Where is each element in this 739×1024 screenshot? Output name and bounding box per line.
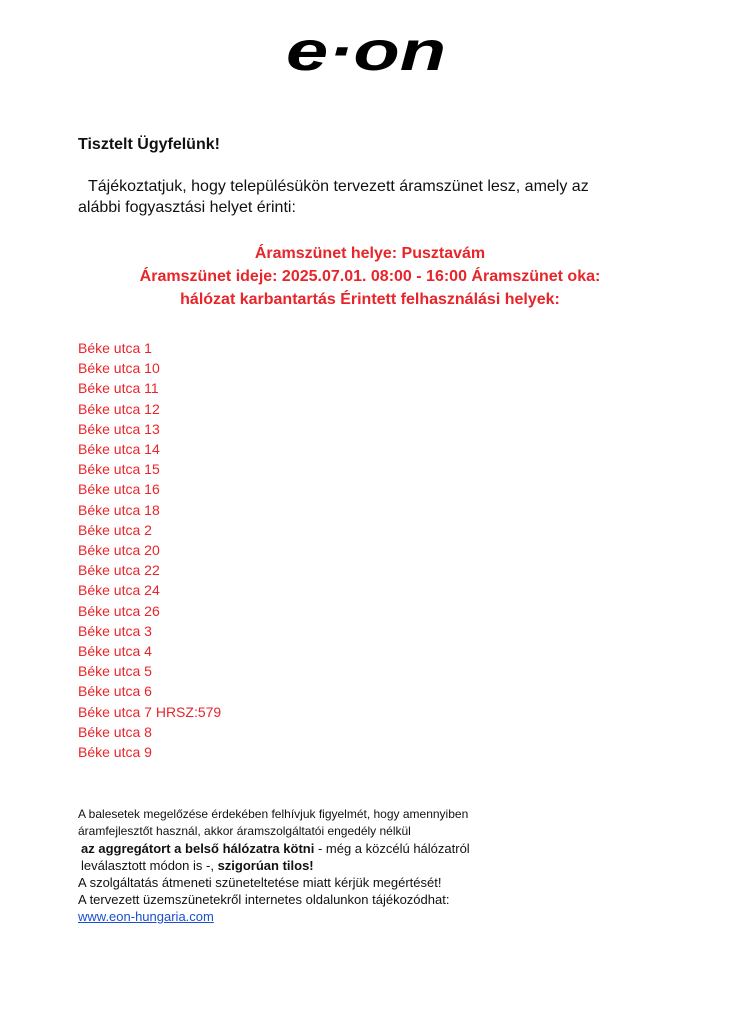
address-item: Béke utca 2 [78, 521, 152, 538]
address-item: Béke utca 8 [78, 723, 152, 740]
footer-line-6: A tervezett üzemszünetekről internetes oldalunkon tájékozódhat: [78, 892, 450, 907]
greeting: Tisztelt Ügyfelünk! [78, 136, 220, 153]
footer-line-3 [78, 840, 538, 857]
footer-line-1: A balesetek megelőzése érdekében felhívjuk figyelmét, hogy amennyiben [78, 807, 469, 821]
footer-warning-bold: az aggregátort a belső hálózatra kötni [81, 841, 315, 856]
address-item: Béke utca 9 [78, 744, 152, 761]
footer-line-4-start: leválasztott módon is -, [81, 858, 218, 873]
footer-line-4 [78, 857, 538, 874]
address-item: Béke utca 14 [78, 441, 160, 458]
eon-website-link[interactable]: www.eon-hungaria.com [78, 909, 214, 924]
address-item: Béke utca 24 [78, 582, 160, 599]
affected-addresses-list [78, 338, 221, 762]
footer-notice [78, 806, 538, 926]
address-item: Béke utca 18 [78, 501, 160, 518]
address-item: Béke utca 5 [78, 663, 152, 680]
address-item: Béke utca 7 HRSZ:579 [78, 703, 222, 720]
outage-reason: hálózat karbantartás Érintett felhasználási helyek: [180, 291, 560, 308]
address-item: Béke utca 3 [78, 622, 152, 639]
address-item: Béke utca 16 [78, 481, 160, 498]
address-item: Béke utca 22 [78, 562, 160, 579]
outage-notice [60, 242, 680, 311]
address-item: Béke utca 10 [78, 360, 160, 377]
eon-logo [284, 26, 448, 78]
footer-line-2: áramfejlesztőt használ, akkor áramszolgáltatói engedély nélkül [78, 824, 411, 838]
address-item: Béke utca 11 [78, 380, 159, 397]
outage-time: Áramszünet ideje: 2025.07.01. 08:00 - 16:00 Áramszünet oka: [139, 268, 601, 285]
footer-line-3-rest: - még a közcélú hálózatról [314, 841, 470, 856]
outage-location: Áramszünet helye: Pusztavám [254, 245, 486, 262]
address-item: Béke utca 20 [78, 542, 160, 559]
footer-prohibited-bold: szigorúan tilos! [217, 858, 314, 873]
intro-line-2: alábbi fogyasztási helyet érinti: [78, 199, 296, 216]
footer-line-5: A szolgáltatás átmeneti szüneteltetése miatt kérjük megértését! [78, 875, 442, 890]
address-item: Béke utca 15 [78, 461, 160, 478]
address-item: Béke utca 26 [78, 602, 160, 619]
address-item: Béke utca 1 [78, 340, 152, 356]
address-item: Béke utca 13 [78, 420, 160, 437]
intro-paragraph [78, 176, 678, 218]
address-item: Béke utca 6 [78, 683, 152, 700]
address-item: Béke utca 4 [78, 643, 152, 660]
svg-text:e·on: e·on [286, 26, 446, 78]
address-item: Béke utca 12 [78, 400, 160, 417]
intro-line-1: Tájékoztatjuk, hogy településükön tervezett áramszünet lesz, amely az [88, 178, 589, 195]
